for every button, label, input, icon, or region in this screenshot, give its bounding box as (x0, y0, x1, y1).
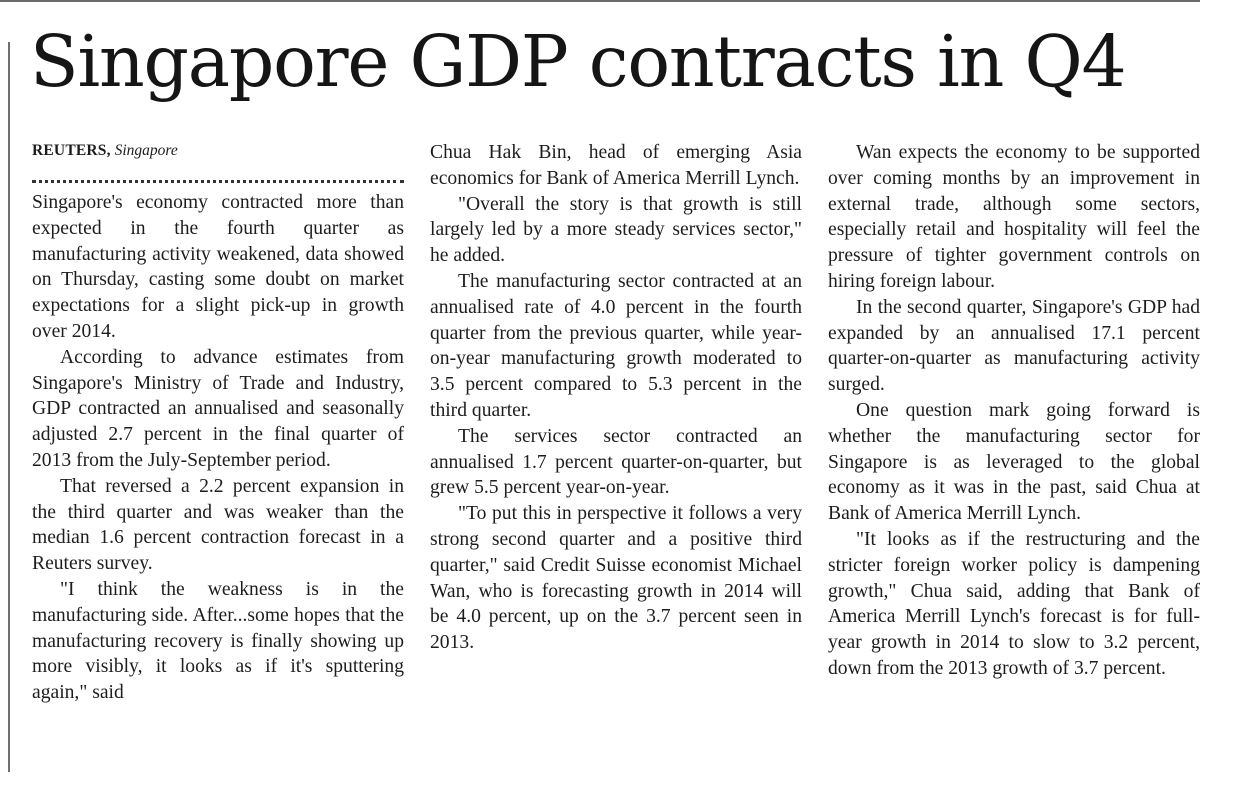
article-column-1 (32, 140, 404, 706)
paragraph: "To put this in perspective it follows a very strong second quarter and a positive third quarter," said Credit Suisse economist Michael Wan, who is forecasting growth in 2014 will be 4.0 percent, up on the 3.7 percent seen in 2013. (430, 503, 802, 654)
paragraph: "I think the weakness is in the manufacturing side. After...some hopes that the manufacturing recovery is finally showing up more visibly, it looks as if it's sputtering again," said (32, 578, 404, 704)
byline-agency: REUTERS, (32, 142, 111, 159)
paragraph: "Overall the story is that growth is still largely led by a more steady services sector," he added. (430, 193, 802, 267)
paragraph: That reversed a 2.2 percent expansion in the third quarter and was weaker than the median 1.6 percent contraction forecast in a Reuters survey. (32, 475, 404, 575)
article-column-3 (828, 140, 1200, 682)
paragraph: According to advance estimates from Singapore's Ministry of Trade and Industry, GDP contracted an annualised and seasonally adjusted 2.7 percent in the final quarter of 2013 from the July-September period. (32, 346, 404, 471)
paragraph: The services sector contracted an annualised 1.7 percent quarter-on-quarter, but grew 5.5 percent year-on-year. (430, 425, 802, 499)
headline: Singapore GDP contracts in Q4 (30, 20, 1126, 103)
paragraph: The manufacturing sector contracted at an annualised rate of 4.0 percent in the fourth quarter from the previous quarter, while year-on-year manufacturing growth moderated to 3.5 percent compared to 5.3 percent in the third quarter. (430, 270, 802, 421)
paragraph: One question mark going forward is whether the manufacturing sector for Singapore is as leveraged to the global economy as it was in the past, said Chua at Bank of America Merrill Lynch. (828, 399, 1200, 525)
byline (32, 140, 404, 162)
paragraph: Wan expects the economy to be supported over coming months by an improvement in external trade, although some sectors, especially retail and hospitality will feel the pressure of tighter government controls on hiring foreign labour. (828, 142, 1200, 292)
paragraph: Singapore's economy contracted more than expected in the fourth quarter as manufacturing activity weakened, data showed on Thursday, casting some doubt on market expectations for a slight pick-up in growth over 2014. (32, 192, 404, 342)
paragraph: Chua Hak Bin, head of emerging Asia economics for Bank of America Merrill Lynch. (430, 142, 802, 189)
dotted-divider (32, 174, 404, 183)
byline-location: Singapore (114, 142, 178, 159)
article-column-2 (430, 140, 802, 656)
left-column-rule (8, 42, 10, 772)
paragraph: "It looks as if the restructuring and the stricter foreign worker policy is dampening growth," Chua said, adding that Bank of America Merrill Lynch's forecast is for full-year growth in 2014 to slow to 3.2 percent, down from the 2013 growth of 3.7 percent. (828, 528, 1200, 679)
paragraph: In the second quarter, Singapore's GDP had expanded by an annualised 17.1 percent quarter-on-quarter as manufacturing activity surged. (828, 296, 1200, 396)
top-rule (0, 0, 1200, 2)
